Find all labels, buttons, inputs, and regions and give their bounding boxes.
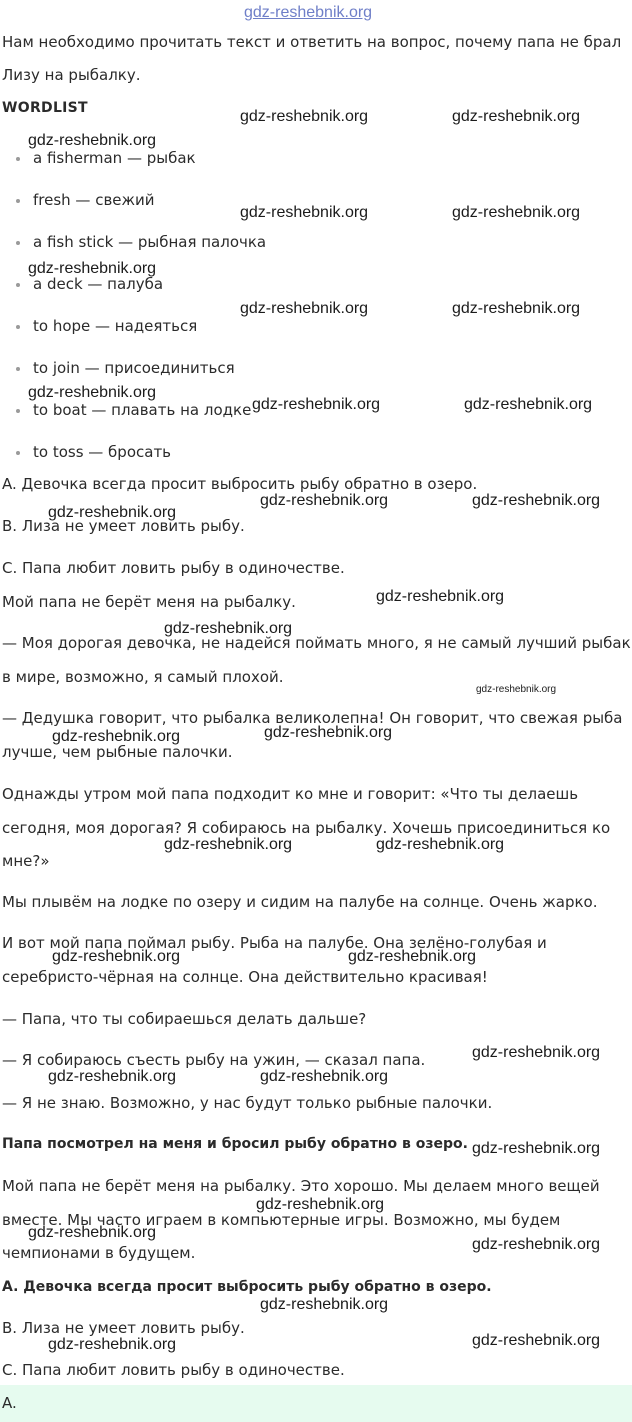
watermark: gdz-reshebnik.org <box>472 1044 601 1061</box>
wordlist-item: to boat — плавать на лодке <box>33 401 252 419</box>
watermark: gdz-reshebnik.org <box>164 836 293 853</box>
option-c: C. Папа любит ловить рыбу в одиночестве. <box>2 559 345 577</box>
watermark: gdz-reshebnik.org <box>464 396 593 413</box>
bullet-icon <box>16 367 20 371</box>
bullet-icon <box>16 199 20 203</box>
bullet-icon <box>16 409 20 413</box>
watermark: gdz-reshebnik.org <box>376 836 505 853</box>
option-b: B. Лиза не умеет ловить рыбу. <box>2 517 245 535</box>
watermark: gdz-reshebnik.org <box>52 728 181 745</box>
wordlist-item: a deck — палуба <box>33 275 164 293</box>
story-paragraph-bold: Папа посмотрел на меня и бросил рыбу обратно в озеро. <box>2 1136 468 1152</box>
intro-line-1: Нам необходимо прочитать текст и ответить на вопрос, почему папа не брал <box>2 33 622 51</box>
bullet-icon <box>16 241 20 245</box>
bullet-icon <box>16 157 20 161</box>
watermark: gdz-reshebnik.org <box>260 1068 389 1085</box>
watermark: gdz-reshebnik.org <box>256 1196 385 1213</box>
watermark: gdz-reshebnik.org <box>28 260 157 277</box>
option-a: A. Девочка всегда просит выбросить рыбу обратно в озеро. <box>2 475 478 493</box>
wordlist-item: a fisherman — рыбак <box>33 149 196 167</box>
intro-line-2: Лизу на рыбалку. <box>2 66 141 84</box>
wordlist-item: fresh — свежий <box>33 191 155 209</box>
wordlist-item: to join — присоединиться <box>33 359 235 377</box>
story-paragraph: Мы плывём на лодке по озеру и сидим на палубе на солнце. Очень жарко. <box>2 893 598 911</box>
watermark: gdz-reshebnik.org <box>48 504 177 521</box>
watermark-small: gdz-reshebnik.org <box>476 684 557 695</box>
story-paragraph: — Дедушка говорит, что рыбалка великолепна! Он говорит, что свежая рыба <box>2 709 623 727</box>
story-paragraph: Мой папа не берёт меня на рыбалку. Это хорошо. Мы делаем много вещей <box>2 1177 600 1195</box>
answer-label: A. <box>2 1394 17 1412</box>
wordlist-item: to hope — надеяться <box>33 317 198 335</box>
watermark: gdz-reshebnik.org <box>28 1224 157 1241</box>
watermark: gdz-reshebnik.org <box>472 1332 601 1349</box>
story-paragraph: — Я собираюсь съесть рыбу на ужин, — сказал папа. <box>2 1051 426 1069</box>
story-paragraph: лучше, чем рыбные палочки. <box>2 743 233 761</box>
option-b: B. Лиза не умеет ловить рыбу. <box>2 1319 245 1337</box>
story-paragraph: Мой папа не берёт меня на рыбалку. <box>2 593 296 611</box>
story-paragraph: вместе. Мы часто играем в компьютерные игры. Возможно, мы будем <box>2 1211 561 1229</box>
watermark: gdz-reshebnik.org <box>252 396 381 413</box>
watermark: gdz-reshebnik.org <box>452 108 581 125</box>
watermark: gdz-reshebnik.org <box>28 132 157 149</box>
answer-box <box>0 1385 632 1422</box>
wordlist-heading: WORDLIST <box>2 100 88 116</box>
bullet-icon <box>16 325 20 329</box>
story-paragraph: чемпионами в будущем. <box>2 1244 196 1262</box>
option-c: C. Папа любит ловить рыбу в одиночестве. <box>2 1361 345 1379</box>
bullet-icon <box>16 283 20 287</box>
watermark: gdz-reshebnik.org <box>348 948 477 965</box>
bullet-icon <box>16 451 20 455</box>
story-paragraph: сегодня, моя дорогая? Я собираюсь на рыбалку. Хочешь присоединиться ко <box>2 819 611 837</box>
watermark: gdz-reshebnik.org <box>376 588 505 605</box>
watermark: gdz-reshebnik.org <box>472 1140 601 1157</box>
watermark: gdz-reshebnik.org <box>452 204 581 221</box>
story-paragraph: — Моя дорогая девочка, не надейся поймать много, я не самый лучший рыбак <box>2 634 631 652</box>
story-paragraph: — Я не знаю. Возможно, у нас будут только рыбные палочки. <box>2 1094 493 1112</box>
story-paragraph: Однажды утром мой папа подходит ко мне и говорит: «Что ты делаешь <box>2 785 579 803</box>
watermark: gdz-reshebnik.org <box>240 108 369 125</box>
watermark: gdz-reshebnik.org <box>260 1296 389 1313</box>
watermark: gdz-reshebnik.org <box>472 1236 601 1253</box>
option-a-correct: A. Девочка всегда просит выбросить рыбу обратно в озеро. <box>2 1279 492 1295</box>
wordlist-item: a fish stick — рыбная палочка <box>33 233 267 251</box>
story-paragraph: мне?» <box>2 852 50 870</box>
watermark: gdz-reshebnik.org <box>264 724 393 741</box>
story-paragraph: в мире, возможно, я самый плохой. <box>2 668 284 686</box>
watermark: gdz-reshebnik.org <box>48 1068 177 1085</box>
watermark: gdz-reshebnik.org <box>452 300 581 317</box>
watermark: gdz-reshebnik.org <box>240 300 369 317</box>
wordlist-item: to toss — бросать <box>33 443 172 461</box>
watermark: gdz-reshebnik.org <box>48 1336 177 1353</box>
watermark: gdz-reshebnik.org <box>52 948 181 965</box>
watermark: gdz-reshebnik.org <box>472 492 601 509</box>
watermark: gdz-reshebnik.org <box>164 620 293 637</box>
watermark: gdz-reshebnik.org <box>260 492 389 509</box>
story-paragraph: — Папа, что ты собираешься делать дальше? <box>2 1010 367 1028</box>
story-paragraph: И вот мой папа поймал рыбу. Рыба на палубе. Она зелёно-голубая и <box>2 934 547 952</box>
story-paragraph: серебристо-чёрная на солнце. Она действительно красивая! <box>2 968 488 986</box>
watermark: gdz-reshebnik.org <box>240 204 369 221</box>
watermark: gdz-reshebnik.org <box>28 384 157 401</box>
top-watermark-link[interactable]: gdz-reshebnik.org <box>244 4 373 21</box>
